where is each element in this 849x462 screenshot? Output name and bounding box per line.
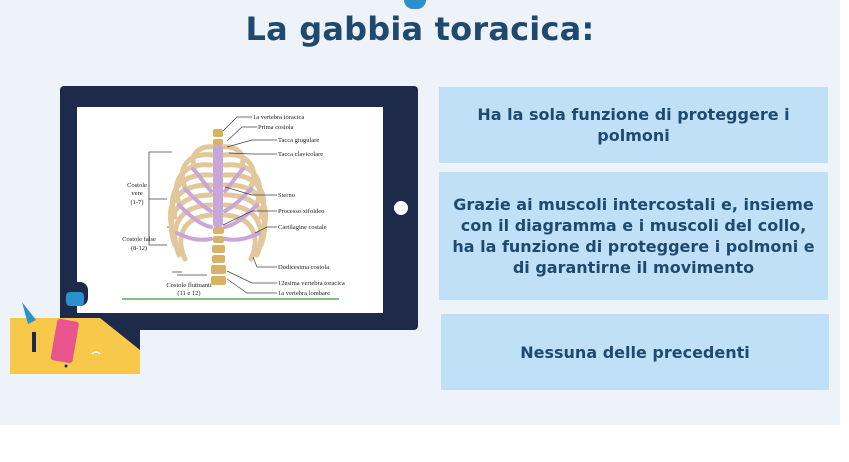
- label-costole-vere-1: Costole: [127, 182, 147, 189]
- label-12esima-vertebra: 12esima vertebra toracica: [278, 280, 345, 287]
- ribbon-badge-icon: [404, 0, 426, 9]
- label-costole-fluttuanti-2: (11 e 12): [177, 290, 201, 297]
- label-costole-vere-3: (1-7): [130, 199, 144, 206]
- answer-option-3[interactable]: Nessuna delle precedenti: [441, 314, 829, 390]
- label-costole-false-1: Costole false: [122, 236, 156, 243]
- answer-option-2[interactable]: Grazie ai muscoli intercostali e, insieme con il diagramma e i muscoli del collo, ha la funzione di proteggere i polmoni e di garantirne il movimento: [439, 172, 828, 300]
- label-prima-costola: Prima costola: [258, 124, 294, 131]
- label-sterno: Sterno: [278, 192, 295, 199]
- person-illustration: [0, 280, 145, 380]
- label-cartilagine-costale: Cartilagine costale: [278, 224, 327, 231]
- label-tacca-giugulare: Tacca giugulare: [278, 137, 320, 144]
- label-processo-xifoideo: Processo xifoideo: [278, 208, 325, 215]
- label-costole-fluttuanti-1: Costole fluttuanti: [166, 282, 212, 289]
- tablet-home-button: [394, 201, 408, 215]
- label-tacca-clavicolare: Tacca clavicolare: [278, 151, 324, 158]
- label-dodicesima-costola: Dodicesima costola: [278, 264, 330, 271]
- label-costole-false-2: (8-12): [130, 245, 148, 252]
- label-1a-vertebra-toracica: 1a vertebra toracica: [253, 114, 305, 121]
- slide-title: La gabbia toracica:: [245, 10, 595, 48]
- label-1a-vertebra-lombare: 1a vertebra lombare: [278, 290, 330, 297]
- label-costole-vere-2: vere: [131, 190, 143, 197]
- answer-option-1[interactable]: Ha la sola funzione di proteggere i polmoni: [439, 87, 828, 163]
